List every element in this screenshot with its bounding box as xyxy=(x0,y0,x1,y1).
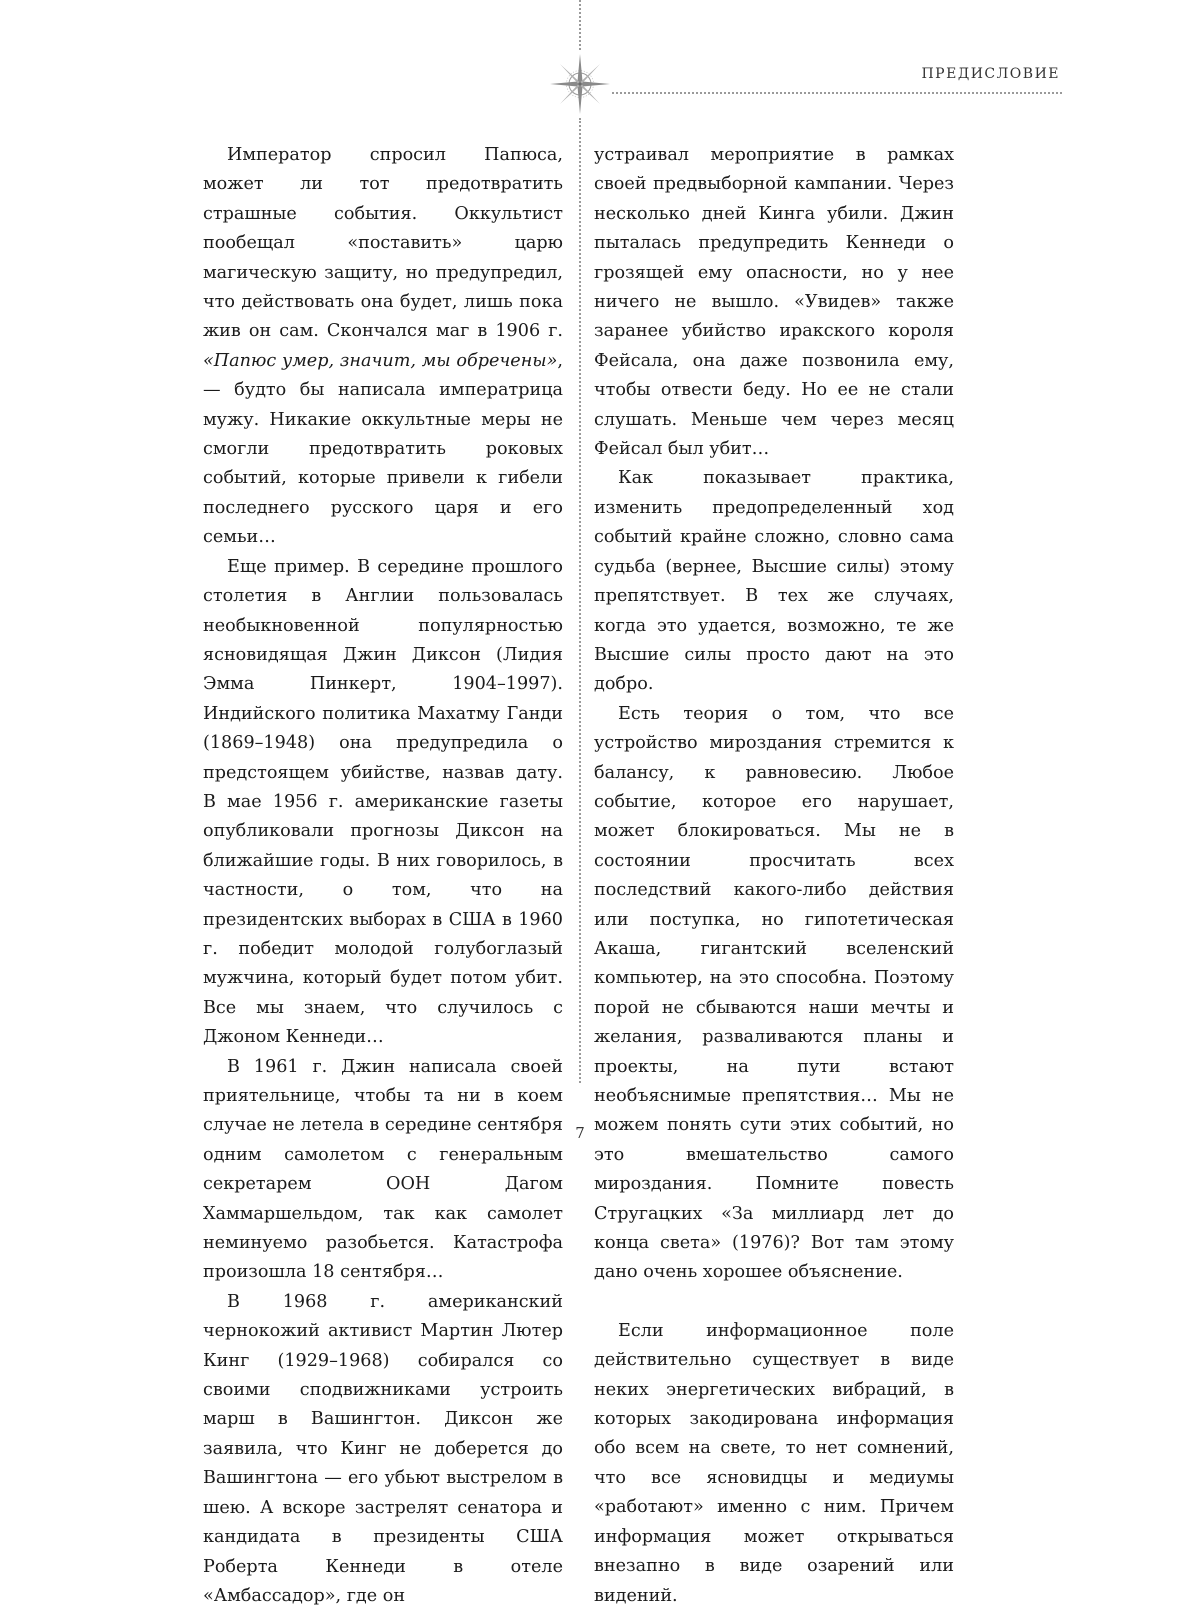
paragraph: Есть теория о том, что все устройство мироздания стремится к балансу, к равновесию. Любое событие, которое его нарушает, может блокироваться. Мы не в состоянии просчитать всех последствий какого-либо действия или поступка, но гипотетическая Акаша, гигантский вселенский компьютер, на это способна. Поэтому порой не сбываются наши мечты и желания, разваливаются планы и проекты, на пути встают необъяснимые препятствия… Мы не можем понять сути этих событий, но это вмешательство самого мироздания. Помните повесть Стругацких «За миллиард лет до конца света» (1976)? Вот там этому дано очень хорошее объяснение. xyxy=(594,703,954,1283)
paragraph: Как показывает практика, изменить предопределенный ход событий крайне сложно, словно сама судьба (вернее, Высшие силы) этому препятствует. В тех же случаях, когда это удается, возможно, те же Высшие силы просто дают на это добро. xyxy=(594,468,954,695)
quote-italic: «Папюс умер, значит, мы обречены» xyxy=(203,350,558,371)
paragraph xyxy=(203,141,563,553)
header-dotted-rule xyxy=(612,92,1062,94)
paragraph: Еще пример. В середине прошлого столетия в Англии пользовалась необыкновенной популярностью ясновидящая Джин Диксон (Лидия Эмма Пинкерт, 1904–1997). Индийского политика Махатму Ганди (1869–1948) она предупредила о предстоящем убийстве, назвав дату. В мае 1956 г. американские газеты опубликовали прогнозы Диксон на ближайшие годы. В них говорилось, в частности, о том, что на президентских выборах в США в 1960 г. победит молодой голубоглазый мужчина, который будет потом убит. Все мы знаем, что случилось с Джоном Кеннеди… xyxy=(203,556,563,1048)
paragraph: В 1961 г. Джин написала своей приятельнице, чтобы та ни в коем случае не летела в середине сентября одним самолетом с генеральным секретарем ООН Дагом Хаммаршельдом, так как самолет неминуемо разобьется. Катастрофа произошла 18 сентября… xyxy=(203,1056,563,1283)
paragraph: устраивал мероприятие в рамках своей предвыборной кампании. Через несколько дней Кинга убили. Джин пыталась предупредить Кеннеди о грозящей ему опасности, но у нее ничего не вышло. «Увидев» также заранее убийство иракского короля Фейсала, она даже позвонила ему, чтобы отвести беду. Но ее не стали слушать. Меньше чем через месяц Фейсал был убит… xyxy=(594,145,954,460)
paragraph: В 1968 г. американский чернокожий активист Мартин Лютер Кинг (1929–1968) собирался со своими сподвижниками устроить марш в Вашингтон. Диксон же заявила, что Кинг не доберется до Вашингтона — его убьют выстрелом в шею. А вскоре застрелят сенатора и кандидата в президенты США Роберта Кеннеди в отеле «Амбассадор», где он xyxy=(203,1291,563,1606)
top-dotted-divider xyxy=(579,0,581,50)
left-column xyxy=(203,141,563,1611)
paragraph: Если информационное поле действительно существует в виде неких энергетических вибраций, в которых закодирована информация обо всем на свете, то нет сомнений, что все ясновидцы и медиумы «работают» именно с ним. Причем информация может открываться внезапно в виде озарений или видений. xyxy=(594,1320,954,1606)
paragraph-text: Император спросил Папюса, может ли тот предотвратить страшные события. Оккультист пообещал «поставить» царю магическую защиту, но предупредил, что действовать она будет, лишь пока жив он сам. Скончался маг в 1906 г. xyxy=(203,145,563,342)
running-head: ПРЕДИСЛОВИЕ xyxy=(921,66,1060,82)
compass-rose-icon xyxy=(548,52,612,116)
column-dotted-divider xyxy=(579,118,581,1083)
paragraph-text: , — будто бы написала императрица мужу. Никакие оккультные меры не смогли предотвратить роковых событий, которые привели к гибели последнего русского царя и его семьи… xyxy=(203,350,563,548)
page-number: 7 xyxy=(575,1124,585,1142)
right-column xyxy=(594,141,954,1611)
